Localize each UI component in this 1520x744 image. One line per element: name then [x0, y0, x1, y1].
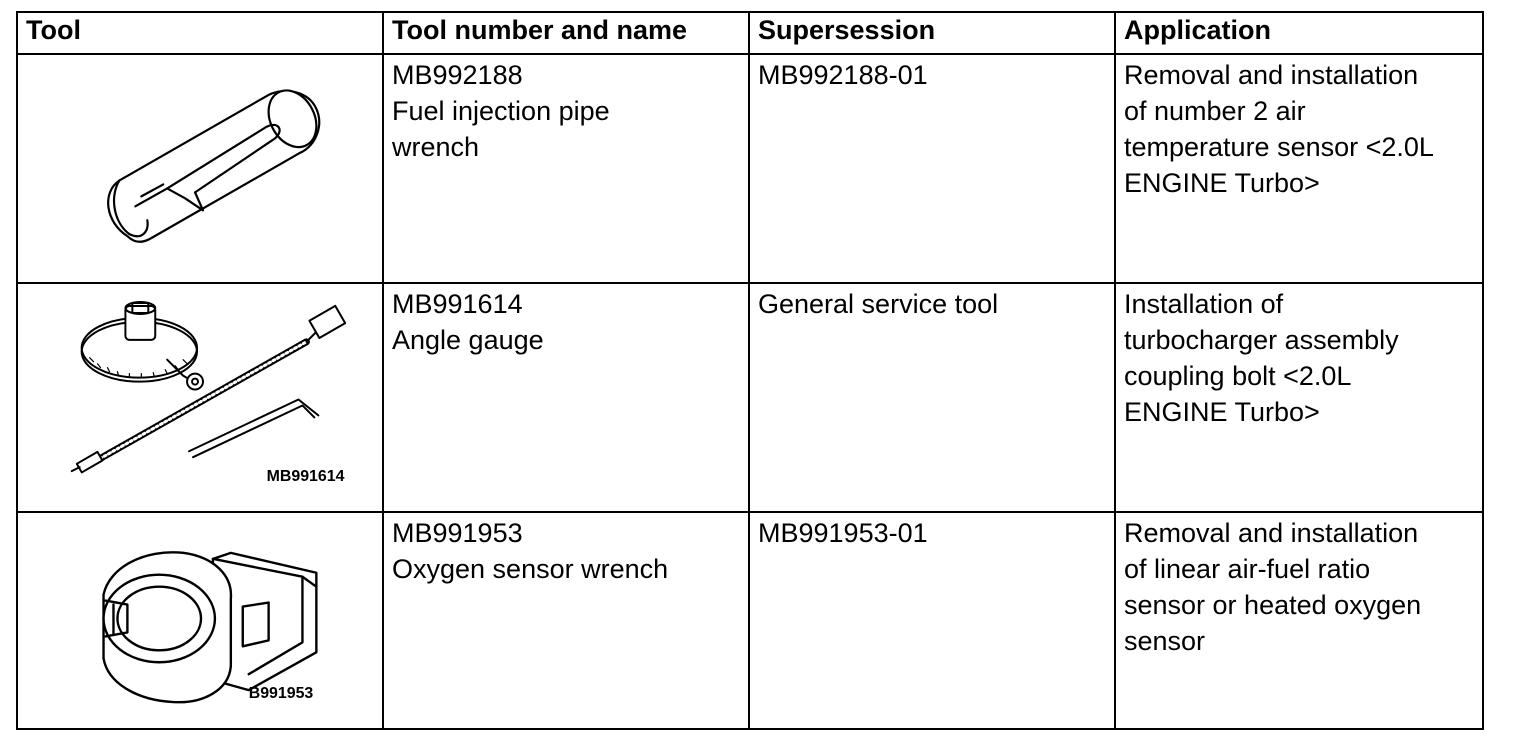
fuel-injection-pipe-wrench-icon — [18, 55, 382, 282]
supersession-cell: MB991953-01 — [749, 512, 1115, 729]
tool-image-cell — [17, 54, 383, 283]
application-line: ENGINE Turbo> — [1124, 168, 1320, 198]
application-line: sensor or heated oxygen — [1124, 590, 1422, 621]
tool-number: MB991614 — [392, 289, 523, 320]
application-line: coupling bolt <2.0L — [1124, 361, 1352, 392]
application-cell — [1115, 512, 1483, 729]
application-line: of linear air-fuel ratio — [1124, 554, 1371, 585]
application-line: Removal and installation — [1124, 60, 1419, 90]
tool-name-line: Oxygen sensor wrench — [392, 554, 669, 585]
header-row — [17, 12, 1483, 54]
special-tools-table — [16, 11, 1484, 730]
application-line: turbocharger assembly — [1124, 325, 1399, 356]
application-cell — [1115, 283, 1483, 512]
header-application: Application — [1115, 12, 1483, 54]
header-tool: Tool — [17, 12, 383, 54]
tool-name-line: wrench — [392, 132, 480, 162]
tool-image-cell — [17, 512, 383, 729]
tool-number-name-cell — [383, 512, 749, 729]
application-line: sensor — [1124, 626, 1206, 657]
tool-number-name-cell — [383, 54, 749, 283]
figure-label: B991953 — [248, 685, 314, 703]
application-line: of number 2 air — [1124, 96, 1306, 126]
tool-number: MB991953 — [392, 518, 523, 549]
application-line: ENGINE Turbo> — [1124, 397, 1320, 428]
application-line: temperature sensor <2.0L — [1124, 132, 1434, 162]
application-line: Installation of — [1124, 289, 1284, 320]
application-cell — [1115, 54, 1483, 283]
oxygen-sensor-wrench-icon — [18, 513, 382, 728]
angle-gauge-icon — [18, 284, 382, 511]
figure-label: MB991614 — [266, 468, 345, 486]
table-row — [17, 54, 1483, 283]
table-row — [17, 283, 1483, 512]
tool-image-cell — [17, 283, 383, 512]
tool-name-line: Angle gauge — [392, 325, 544, 356]
tool-number: MB992188 — [392, 60, 523, 90]
table-row — [17, 512, 1483, 729]
supersession-cell: MB992188-01 — [749, 54, 1115, 283]
header-supersession: Supersession — [749, 12, 1115, 54]
header-tool-number-and-name: Tool number and name — [383, 12, 749, 54]
application-line: Removal and installation — [1124, 518, 1419, 549]
tool-number-name-cell — [383, 283, 749, 512]
tool-name-line: Fuel injection pipe — [392, 96, 610, 126]
supersession-cell: General service tool — [749, 283, 1115, 512]
